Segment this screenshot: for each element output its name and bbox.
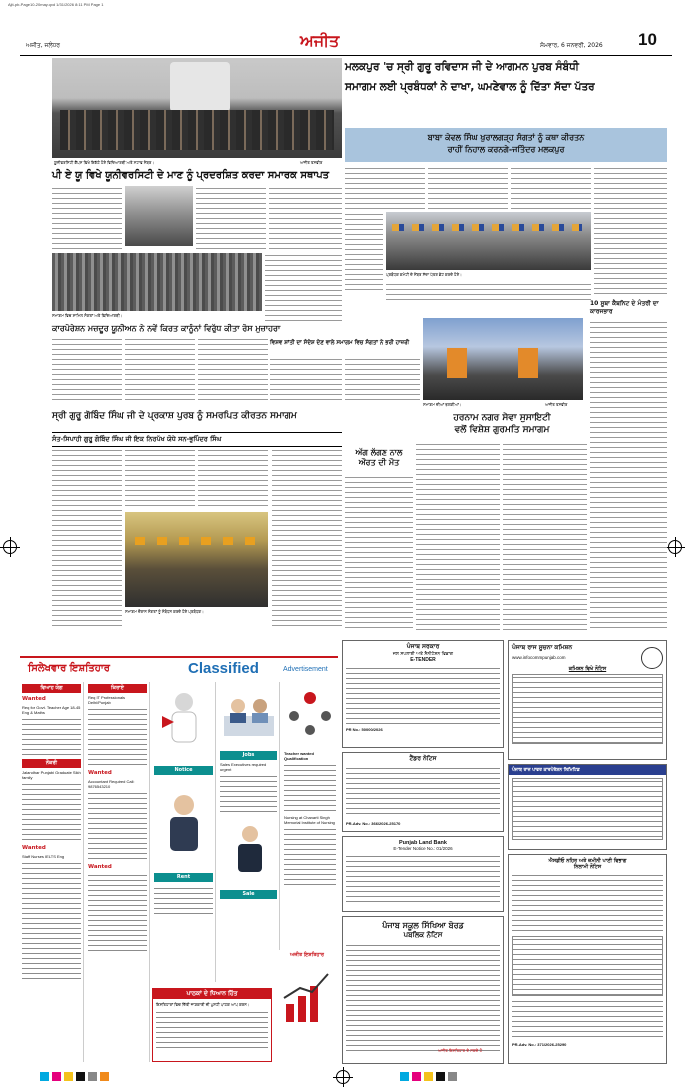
classified-col-2 xyxy=(86,682,150,1062)
guru-body-4 xyxy=(272,448,342,628)
growth-chart-icon xyxy=(278,968,336,1028)
workers-body-2 xyxy=(125,337,195,401)
saffron-turbans xyxy=(135,537,260,545)
guru-headline: ਸ੍ਰੀ ਗੁਰੂ ਗੋਬਿੰਦ ਸਿੰਘ ਜੀ ਦੇ ਪ੍ਰਕਾਸ਼ ਪੁਰਬ ਨੂੰ ਸਮਰਪਿਤ ਕੀਰਤਨ ਸਮਾਗਮ xyxy=(52,411,297,421)
swatch-magenta xyxy=(52,1072,61,1081)
classified-tag-3: ਕਿਰਾਏ xyxy=(88,684,147,693)
lower-right-title: ਐਸਡੀਓ ਨਹਿਰ ਅਤੇ ਜ਼ਮੀਨੀ ਪਾਣੀ ਵਿਭਾਗ xyxy=(548,858,627,864)
swatch-black xyxy=(76,1072,85,1081)
seated-man-icon xyxy=(220,820,278,880)
registration-mark xyxy=(3,540,17,554)
psc-table xyxy=(512,674,663,744)
malakpur-kicker-line2: ਰਾਹੀਂ ਨਿਹਾਲ ਕਰਨਗੇ-ਜਤਿੰਦਰ ਮਲਕਪੁਰ xyxy=(447,145,565,154)
fire-headline xyxy=(345,448,413,468)
classified-lines-6 xyxy=(88,873,147,953)
land-bank-notice xyxy=(342,836,504,912)
fire-headline-line1: ਅੱਗ ਲੱਗਣ ਨਾਲ xyxy=(355,448,403,457)
ceremony-orange xyxy=(447,348,467,378)
classified-icon-label-3: Jobs xyxy=(220,751,277,760)
lower-right-pr: PR-Adv. No.: 371/2026-25290 xyxy=(512,1042,567,1047)
top-photo-credit: ਅਜੀਤ ਤਸਵੀਰ xyxy=(300,160,323,165)
readers-notice xyxy=(152,988,272,1062)
swatch-magenta xyxy=(412,1072,421,1081)
pu-body-col2 xyxy=(196,186,266,250)
color-bar xyxy=(40,1072,320,1081)
classified-wanted-1: Wanted xyxy=(22,696,46,702)
punjab-govt-pr: PR No.: 50000/2026 xyxy=(346,727,383,732)
lower-right-table xyxy=(512,936,663,996)
malakpur-headline-line1: ਮਲਕਪੁਰ 'ਚ ਸ੍ਰੀ ਗੁਰੂ ਰਵਿਦਾਸ ਜੀ ਦੇ ਆਗਮਨ ਪੁਰਬ ਸੰਬੰਧੀ xyxy=(345,61,579,73)
guru-body-2 xyxy=(125,448,195,508)
classified-lines-9 xyxy=(284,763,336,813)
classified-lines-1 xyxy=(22,717,81,757)
pu-body-col4 xyxy=(265,253,342,321)
malakpur-headline-line2: ਸਮਾਗਮ ਲਈ ਪ੍ਰਬੰਧਕਾਂ ਨੇ ਦਾਖਾ, ਘਮਣੇਵਾਲ ਨੂੰ ਦਿੱਤਾ ਸੱਦਾ ਪੱਤਰ xyxy=(345,81,595,93)
classified-col-3 xyxy=(152,682,216,982)
pu-body-col3 xyxy=(269,186,342,250)
classifieds-banner xyxy=(20,656,338,678)
punjab-govt-title: ਪੰਜਾਬ ਸਰਕਾਰ xyxy=(406,643,440,650)
malakpur-turbans xyxy=(392,224,582,231)
classified-lines-8 xyxy=(220,774,277,814)
classified-teacher: Teacher wanted Qualification xyxy=(284,751,314,761)
swatch-cyan xyxy=(40,1072,49,1081)
people-row xyxy=(60,110,334,150)
malakpur-body-1 xyxy=(345,166,425,210)
e-tender-label: E-TENDER xyxy=(410,657,436,663)
center-ceremony-photo xyxy=(423,318,583,400)
page-number: 10 xyxy=(638,30,657,49)
classified-ad-5: Accountant Required Call: 9876543210 xyxy=(88,779,135,789)
gurmat-headline xyxy=(416,412,588,436)
land-bank-title: Punjab Land Bank xyxy=(399,840,447,846)
guru-subhead: ਸੰਤ-ਸਿਪਾਹੀ ਗੁਰੂ ਗੋਬਿੰਦ ਸਿੰਘ ਜੀ ਇਕ ਨਿਰਪੱਖ ਯੋਧੇ ਸਨ-ਭੁਪਿੰਦਰ ਸਿੰਘ xyxy=(52,432,342,447)
pspcl-table xyxy=(512,778,663,840)
classified-icon-label-4: Sale xyxy=(220,890,277,899)
classified-icon-label-1: Notice xyxy=(154,766,213,775)
malakpur-body-4 xyxy=(594,166,667,296)
header-city: ਅਜੀਤ, ਜਲੰਧਰ xyxy=(26,42,61,49)
pu-body-col1 xyxy=(52,186,122,250)
registration-mark xyxy=(668,540,682,554)
tender-title: ਟੈਂਡਰ ਨੋਟਿਸ xyxy=(409,755,437,762)
classified-lines-10 xyxy=(284,827,336,887)
classified-icon-label-2: Rent xyxy=(154,873,213,882)
land-bank-sub: E-Tender Notice No.: 01/2026 xyxy=(393,846,453,851)
fire-headline-line2: ਔਰਤ ਦੀ ਮੌਤ xyxy=(358,458,400,467)
lower-right-body-2 xyxy=(512,999,663,1039)
psc-subtitle: ਕਮਿਸ਼ਨ ਵਿਖੇ ਨੋਟਿਸ xyxy=(568,666,607,672)
malakpur-photo-caption: ਪ੍ਰਬੰਧਕ ਕਮੇਟੀ ਦੇ ਮੈਂਬਰ ਸੱਦਾ ਪੱਤਰ ਭੇਟ ਕਰਦੇ ਹੋਏ। xyxy=(386,272,462,277)
board-body xyxy=(346,943,500,1051)
pspcl-notice xyxy=(508,764,667,850)
punjab-govt-sub: ਜਲ ਸਪਲਾਈ ਅਤੇ ਸੈਨੀਟੇਸ਼ਨ ਵਿਭਾਗ xyxy=(392,652,454,657)
swatch-black xyxy=(436,1072,445,1081)
punjab-govt-notice xyxy=(342,640,504,748)
crowd-caption: ਸਮਾਗਮ ਵਿਚ ਸ਼ਾਮਿਲ ਸੰਗਤਾਂ ਅਤੇ ਵਿਦਿਆਰਥੀ। xyxy=(52,313,123,318)
malakpur-kicker-line1: ਬਾਬਾ ਕੇਵਲ ਸਿੰਘ ਖੁਰਾਲਗੜ੍ਹ ਸੰਗਤਾਂ ਨੂੰ ਕਥਾ ਕੀਰਤਨ xyxy=(427,133,585,142)
classified-col-1 xyxy=(20,682,84,1062)
workers-headline: ਕਾਰਪੋਰੇਸ਼ਨ ਮਜ਼ਦੂਰ ਯੂਨੀਅਨ ਨੇ ਨਵੇਂ ਕਿਰਤ ਕਾਨੂੰਨਾਂ ਵਿਰੁੱਧ ਕੀਤਾ ਰੋਸ ਮੁਜ਼ਾਹਰਾ xyxy=(52,324,281,333)
swatch-gray xyxy=(88,1072,97,1081)
classified-ad-6: Sales Executives required urgent xyxy=(220,762,267,772)
swatch-yellow xyxy=(64,1072,73,1081)
masthead: ਅਜੀਤ xyxy=(300,31,340,50)
land-bank-body xyxy=(346,854,500,902)
malakpur-group-photo xyxy=(386,212,591,270)
malakpur-body-2 xyxy=(428,166,508,210)
header-date: ਸੋਮਵਾਰ, 6 ਜਨਵਰੀ, 2026 xyxy=(540,42,603,49)
tender-notice xyxy=(342,752,504,832)
tender-pr: PR-Adv. No.: 366/2026-25170 xyxy=(346,821,401,826)
color-bar-right xyxy=(400,1072,680,1081)
notice-person-icon xyxy=(154,686,214,756)
registration-mark xyxy=(336,1070,350,1084)
monument-shape xyxy=(170,62,230,112)
gurmat-headline-line2: ਵਲੋਂ ਵਿਸ਼ੇਸ਼ ਗੁਰਮਤਿ ਸਮਾਗਮ xyxy=(454,425,550,435)
classifieds-title-punjabi: ਸਿਲੇਖਵਾਰ ਇਸ਼ਤਿਹਾਰ xyxy=(28,663,110,674)
punjab-govt-body xyxy=(346,666,500,724)
ceremony-orange-2 xyxy=(518,348,538,378)
pu-monument-photo xyxy=(125,186,193,246)
swatch-yellow xyxy=(424,1072,433,1081)
swatch-gray xyxy=(448,1072,457,1081)
office-team-icon xyxy=(220,686,278,741)
classified-col-5 xyxy=(282,682,338,982)
classified-wanted-4: Wanted xyxy=(88,864,112,870)
ajit-fill-promo: ਅਜੀਤ ਇਸ਼ਤਿਹਾਰ ਦੇ ਸਕਦੇ ਹੋ xyxy=(437,1048,483,1053)
board-title: ਪੰਜਾਬ ਸਕੂਲ ਸਿੱਖਿਆ ਬੋਰਡ xyxy=(382,921,464,930)
classified-ad-3: Staff Nurses IELTS Eng xyxy=(22,854,65,859)
center-photo-caption: ਸਮਾਗਮ ਦੀਆਂ ਝਲਕੀਆਂ। xyxy=(423,402,462,407)
gurmat-body-2 xyxy=(503,442,587,632)
malakpur-body-3 xyxy=(511,166,591,210)
ajit-ad-brand: ਅਜੀਤ ਇਸ਼ਤਿਹਾਰ xyxy=(289,952,325,958)
classified-lines-7 xyxy=(154,886,213,916)
school-board-notice xyxy=(342,916,504,1064)
malakpur-body-5 xyxy=(345,212,383,294)
guru-body-3 xyxy=(198,448,268,508)
gurmat-body-1 xyxy=(416,442,500,632)
print-slug: Ajit-pb-Page10-20may.qxd 1/31/2026 8:11 PM Page 1 xyxy=(8,2,104,7)
lower-right-body-1 xyxy=(512,873,663,933)
gurmat-headline-line1: ਹਰਨਾਮ ਨਗਰ ਸੇਵਾ ਸੁਸਾਇਟੀ xyxy=(453,413,551,423)
center-body-2 xyxy=(345,357,420,403)
classifieds-title-english-sub: Advertisement xyxy=(283,666,328,673)
classifieds-title-english: Classified xyxy=(188,660,259,677)
people-network-icon xyxy=(284,686,336,741)
malakpur-headline xyxy=(345,60,667,94)
lower-right-sub: ਨਿਲਾਮੀ ਨੋਟਿਸ xyxy=(573,864,602,870)
swatch-cyan xyxy=(400,1072,409,1081)
center-photo-credit: ਅਜੀਤ ਤਸਵੀਰ xyxy=(545,402,568,407)
workers-body-1 xyxy=(52,337,122,401)
businessman-icon xyxy=(154,787,214,857)
right-body xyxy=(590,320,667,630)
classified-ad-1: Req for Govt. Teacher Age 18-45 Eng & Maths xyxy=(22,705,81,715)
fire-body xyxy=(345,475,413,630)
classified-nurse: Nursing at Chanarti Singh Memorial Institute of Nursing xyxy=(284,815,335,825)
classified-col-4 xyxy=(218,682,280,982)
malakpur-body-6 xyxy=(386,282,591,304)
readers-notice-title: ਪਾਠਕਾਂ ਦੇ ਧਿਆਨ ਹਿੱਤ xyxy=(153,989,271,999)
classified-lines-5 xyxy=(88,791,147,861)
classified-lines-2 xyxy=(22,782,81,842)
classified-lines-3 xyxy=(22,861,81,981)
readers-notice-lines xyxy=(156,1010,268,1050)
classified-tag-1: ਵਿਆਹ ਯੋਗ xyxy=(22,684,81,693)
pspcl-title: ਪੰਜਾਬ ਰਾਜ ਪਾਵਰ ਕਾਰਪੋਰੇਸ਼ਨ ਲਿਮਿਟਿਡ xyxy=(509,765,666,775)
classified-lines-4 xyxy=(88,707,147,767)
workers-body-3 xyxy=(198,337,268,401)
classified-wanted-3: Wanted xyxy=(88,770,112,776)
swatch-orange xyxy=(100,1072,109,1081)
right-headline: 10 ਸੂਬਾ ਕੈਬਨਿਟ ਦੇ ਮੰਤਰੀ ਦਾ ਕਾਰਜਭਾਰ xyxy=(590,300,659,315)
psc-seal-icon xyxy=(641,647,663,669)
classified-wanted-2: Wanted xyxy=(22,845,46,851)
page-header xyxy=(20,30,672,56)
psc-title: ਪੰਜਾਬ ਰਾਜ ਸੂਚਨਾ ਕਮਿਸ਼ਨ xyxy=(512,644,573,651)
classified-tag-2: ਨੌਕਰੀ xyxy=(22,759,81,768)
center-headline: ਵਿਸ਼ਵ ਸ਼ਾਂਤੀ ਦਾ ਸੰਦੇਸ਼ ਦੇਣ ਵਾਲੇ ਸਮਾਗਮ ਵਿਚ ਸੰਗਤਾਂ ਨੇ ਭਰੀ ਹਾਜ਼ਰੀ xyxy=(270,340,410,346)
psc-url: www.infocommpunjab.com xyxy=(512,655,566,660)
malakpur-kicker xyxy=(345,128,667,162)
guru-body-1 xyxy=(52,448,122,628)
workers-crowd-photo xyxy=(52,253,262,311)
tender-body xyxy=(346,766,500,818)
pu-headline: ਪੀ ਏ ਯੂ ਵਿਖੇ ਯੂਨੀਵਰਸਿਟੀ ਦੇ ਮਾਣ ਨੂੰ ਪ੍ਰਦਰਸ਼ਿਤ ਕਰਦਾ ਸਮਾਰਕ ਸਥਾਪਤ xyxy=(52,170,330,181)
readers-notice-body: ਇਸ਼ਤਿਹਾਰਾਂ ਵਿਚ ਦਿੱਤੀ ਜਾਣਕਾਰੀ ਦੀ ਪੁਸ਼ਟੀ ਪਾਠਕ ਆਪ ਕਰਨ। xyxy=(156,1002,250,1007)
top-group-photo xyxy=(52,58,342,158)
guru-photo-caption: ਸਮਾਗਮ ਦੌਰਾਨ ਸੰਗਤਾਂ ਨੂੰ ਸੰਬੋਧਨ ਕਰਦੇ ਹੋਏ ਪ੍ਰਬੰਧਕ। xyxy=(125,609,204,614)
ajit-ad-promo xyxy=(276,950,338,1062)
lower-right-notice xyxy=(508,854,667,1064)
psc-notice xyxy=(508,640,667,760)
classified-ad-4: Req IT Professionals Delhi/Punjab xyxy=(88,695,126,705)
board-subtitle: ਪਬਲਿਕ ਨੋਟਿਸ xyxy=(403,931,443,939)
classified-ad-2: Jalandhar Punjabi Graduate Sikh family xyxy=(22,770,81,780)
center-body-1 xyxy=(270,357,342,403)
top-photo-caption: ਯੂਨੀਵਰਸਿਟੀ ਕੈਂਪਸ ਵਿਖੇ ਇਕੱਠੇ ਹੋਏ ਵਿਦਿਆਰਥੀ ਅਤੇ ਸਟਾਫ ਮੈਂਬਰ। xyxy=(54,160,155,165)
guru-ceremony-photo xyxy=(125,512,268,607)
